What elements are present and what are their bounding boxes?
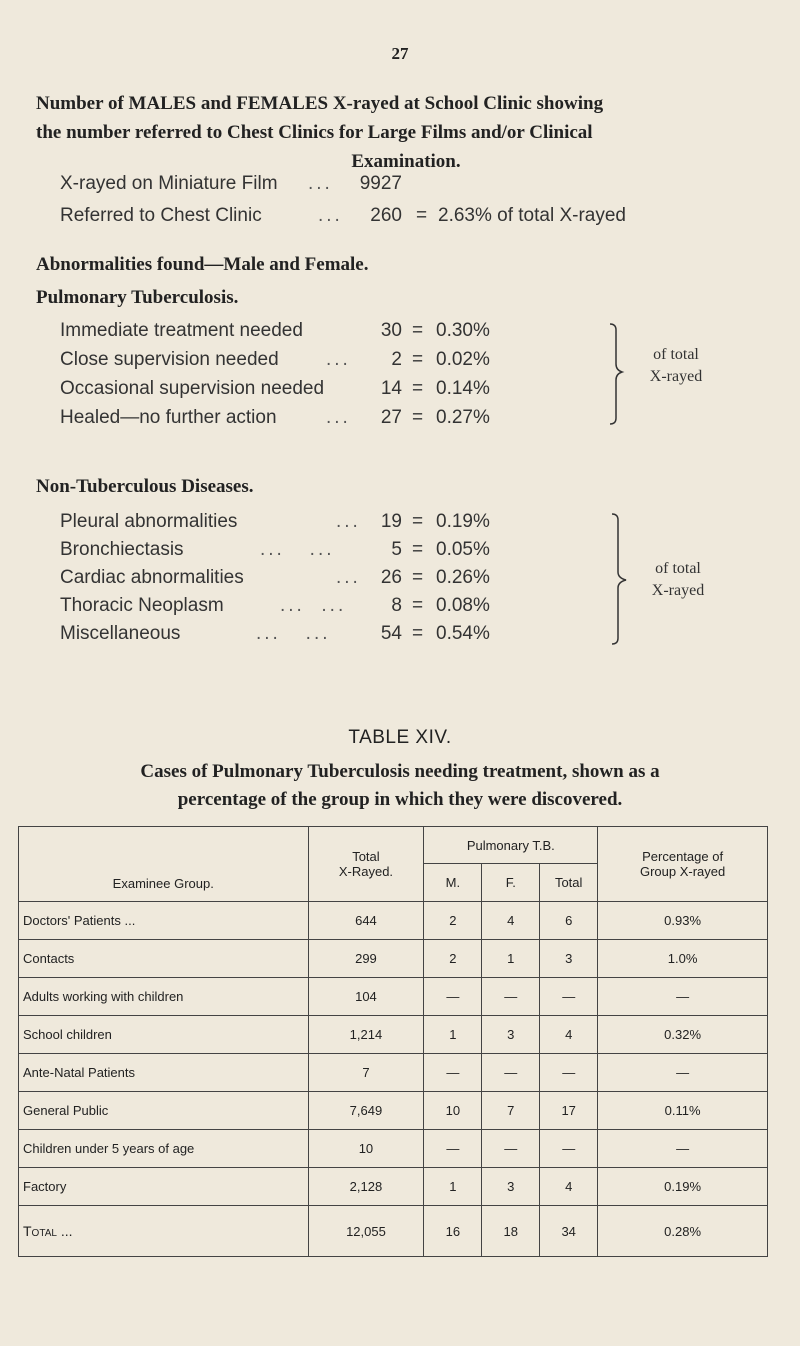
item-pct: 0.05% [436, 539, 490, 560]
list-item [60, 536, 620, 564]
cell-f: — [482, 1054, 540, 1092]
item-value: 30 [380, 320, 402, 341]
table-row [19, 1054, 768, 1092]
note-line: of total [653, 346, 699, 363]
cell-total-xrayed: 7,649 [308, 1092, 424, 1130]
cell-f: 4 [482, 902, 540, 940]
brace-icon [600, 320, 640, 430]
leader-dots: ... [308, 173, 333, 194]
leader-dots: ... [326, 407, 351, 428]
item-label: Pleural abnormalities [60, 511, 238, 532]
item-label: Immediate treatment needed [60, 320, 303, 341]
cell-group: School children [19, 1016, 309, 1054]
item-value: 54 [380, 623, 402, 644]
referred-pct: 2.63% of total X-rayed [438, 205, 626, 226]
intro-title [36, 89, 776, 176]
cell-total-xrayed: 2,128 [308, 1168, 424, 1206]
cell-group: Factory [19, 1168, 309, 1206]
item-pct: 0.54% [436, 623, 490, 644]
leader-dots: ... ... [256, 623, 331, 644]
item-label: Healed—no further action [60, 407, 277, 428]
cell-m: — [424, 978, 482, 1016]
cell-pct: — [598, 978, 768, 1016]
non-tb-heading: Non-Tuberculous Diseases. [36, 476, 254, 497]
note-line: X-rayed [649, 368, 703, 385]
cell-m: 10 [424, 1092, 482, 1130]
header-pulmonary-tb: Pulmonary T.B. [424, 827, 598, 864]
referred-label: Referred to Chest Clinic [60, 205, 262, 226]
equals-sign: = [412, 407, 424, 428]
leader-dots: ... ... [260, 539, 335, 560]
cell-total: 17 [540, 1092, 598, 1130]
caption-line: percentage of the group in which they were discovered. [177, 789, 623, 810]
cell-f: 7 [482, 1092, 540, 1130]
item-value: 27 [380, 407, 402, 428]
header-line: Percentage of [642, 849, 724, 864]
list-item [60, 592, 620, 620]
data-table [18, 826, 768, 1257]
equals-sign: = [412, 595, 424, 616]
cell-total: — [540, 978, 598, 1016]
cell-pct: — [598, 1130, 768, 1168]
equals-sign: = [412, 567, 424, 588]
referred-row [60, 202, 780, 230]
item-label: Close supervision needed [60, 349, 279, 370]
list-item [60, 620, 620, 648]
item-label: Thoracic Neoplasm [60, 595, 224, 616]
cell-f: 3 [482, 1168, 540, 1206]
item-pct: 0.14% [436, 378, 490, 399]
cell-total: 4 [540, 1016, 598, 1054]
cell-total: — [540, 1054, 598, 1092]
item-value: 2 [391, 349, 402, 370]
pulmonary-note [636, 344, 716, 388]
leader-dots: ... [336, 567, 361, 588]
xrayed-label: X-rayed on Miniature Film [60, 173, 278, 194]
pulmonary-heading: Pulmonary Tuberculosis. [36, 287, 239, 308]
cell-total: 34 [540, 1206, 598, 1257]
leader-dots: ... [336, 511, 361, 532]
list-item [60, 508, 620, 536]
cell-m: 1 [424, 1168, 482, 1206]
header-group: Examinee Group. [19, 827, 309, 902]
intro-title-line1: Number of MALES and FEMALES X-rayed at School Clinic showing [36, 93, 604, 114]
table-title: TABLE XIV. [348, 727, 452, 748]
list-item [60, 317, 620, 345]
cell-pct: 0.28% [598, 1206, 768, 1257]
cell-pct: 0.93% [598, 902, 768, 940]
header-m: M. [424, 864, 482, 902]
equals-sign: = [412, 320, 424, 341]
cell-m: 16 [424, 1206, 482, 1257]
cell-pct: 0.32% [598, 1016, 768, 1054]
cell-group: Children under 5 years of age [19, 1130, 309, 1168]
equals-sign: = [412, 349, 424, 370]
leader-dots: ... [318, 205, 343, 226]
cell-m: — [424, 1130, 482, 1168]
item-pct: 0.19% [436, 511, 490, 532]
cell-total-xrayed: 644 [308, 902, 424, 940]
cell-pct: 0.11% [598, 1092, 768, 1130]
non-tb-note [638, 558, 718, 602]
equals-sign: = [412, 539, 424, 560]
cell-total: 4 [540, 1168, 598, 1206]
item-pct: 0.26% [436, 567, 490, 588]
item-value: 14 [380, 378, 402, 399]
cell-group: Contacts [19, 940, 309, 978]
page-number: 27 [391, 44, 409, 63]
cell-total-xrayed: 1,214 [308, 1016, 424, 1054]
note-line: of total [655, 560, 701, 577]
header-line: Group X-rayed [639, 864, 726, 879]
item-pct: 0.30% [436, 320, 490, 341]
item-value: 8 [391, 595, 402, 616]
table-row [19, 1130, 768, 1168]
cell-f: 1 [482, 940, 540, 978]
header-line: Total [352, 849, 380, 864]
item-label: Cardiac abnormalities [60, 567, 244, 588]
cell-group: Doctors' Patients ... [19, 902, 309, 940]
table-row [19, 1168, 768, 1206]
item-value: 5 [391, 539, 402, 560]
note-line: X-rayed [651, 582, 705, 599]
cell-m: 2 [424, 940, 482, 978]
item-label: Bronchiectasis [60, 539, 184, 560]
cell-total: — [540, 1130, 598, 1168]
cell-total-xrayed: 12,055 [308, 1206, 424, 1257]
cell-m: 2 [424, 902, 482, 940]
table-total-row [19, 1206, 768, 1257]
cell-m: 1 [424, 1016, 482, 1054]
intro-title-line3: Examination. [351, 151, 461, 172]
list-item [60, 346, 620, 374]
cell-group: General Public [19, 1092, 309, 1130]
table-row [19, 978, 768, 1016]
cell-f: — [482, 978, 540, 1016]
equals-sign: = [412, 511, 424, 532]
leader-dots: ... ... [280, 595, 347, 616]
leader-dots: ... [326, 349, 351, 370]
item-value: 19 [380, 511, 402, 532]
cell-pct: 1.0% [598, 940, 768, 978]
table-row [19, 1092, 768, 1130]
item-label: Miscellaneous [60, 623, 181, 644]
xrayed-row [60, 170, 760, 198]
item-pct: 0.08% [436, 595, 490, 616]
equals-sign: = [416, 205, 428, 226]
equals-sign: = [412, 378, 424, 399]
caption-line: Cases of Pulmonary Tuberculosis needing treatment, shown as a [140, 761, 660, 782]
list-item [60, 564, 620, 592]
cell-total: 6 [540, 902, 598, 940]
header-percentage [598, 827, 768, 902]
item-label: Occasional supervision needed [60, 378, 325, 399]
cell-total-xrayed: 104 [308, 978, 424, 1016]
cell-pct: — [598, 1054, 768, 1092]
table-row [19, 902, 768, 940]
cell-total-xrayed: 7 [308, 1054, 424, 1092]
cell-group: Adults working with children [19, 978, 309, 1016]
equals-sign: = [412, 623, 424, 644]
header-line: X-Rayed. [338, 864, 394, 879]
list-item [60, 375, 620, 403]
intro-title-line2: the number referred to Chest Clinics for Large Films and/or Clinical [36, 122, 593, 143]
cell-group: Ante-Natal Patients [19, 1054, 309, 1092]
cell-f: — [482, 1130, 540, 1168]
header-total: Total [540, 864, 598, 902]
table-row [19, 1016, 768, 1054]
cell-pct: 0.19% [598, 1168, 768, 1206]
item-value: 26 [380, 567, 402, 588]
cell-f: 3 [482, 1016, 540, 1054]
cell-group: Total ... [19, 1206, 309, 1257]
cell-total-xrayed: 10 [308, 1130, 424, 1168]
cell-total-xrayed: 299 [308, 940, 424, 978]
item-pct: 0.02% [436, 349, 490, 370]
item-pct: 0.27% [436, 407, 490, 428]
xrayed-value: 9927 [359, 173, 402, 194]
table-row [19, 940, 768, 978]
referred-value: 260 [370, 205, 402, 226]
cell-total: 3 [540, 940, 598, 978]
cell-f: 18 [482, 1206, 540, 1257]
abnormalities-heading: Abnormalities found—Male and Female. [36, 254, 369, 275]
table-caption [30, 758, 770, 814]
header-total-xrayed [308, 827, 424, 902]
cell-m: — [424, 1054, 482, 1092]
header-f: F. [482, 864, 540, 902]
list-item [60, 404, 620, 432]
